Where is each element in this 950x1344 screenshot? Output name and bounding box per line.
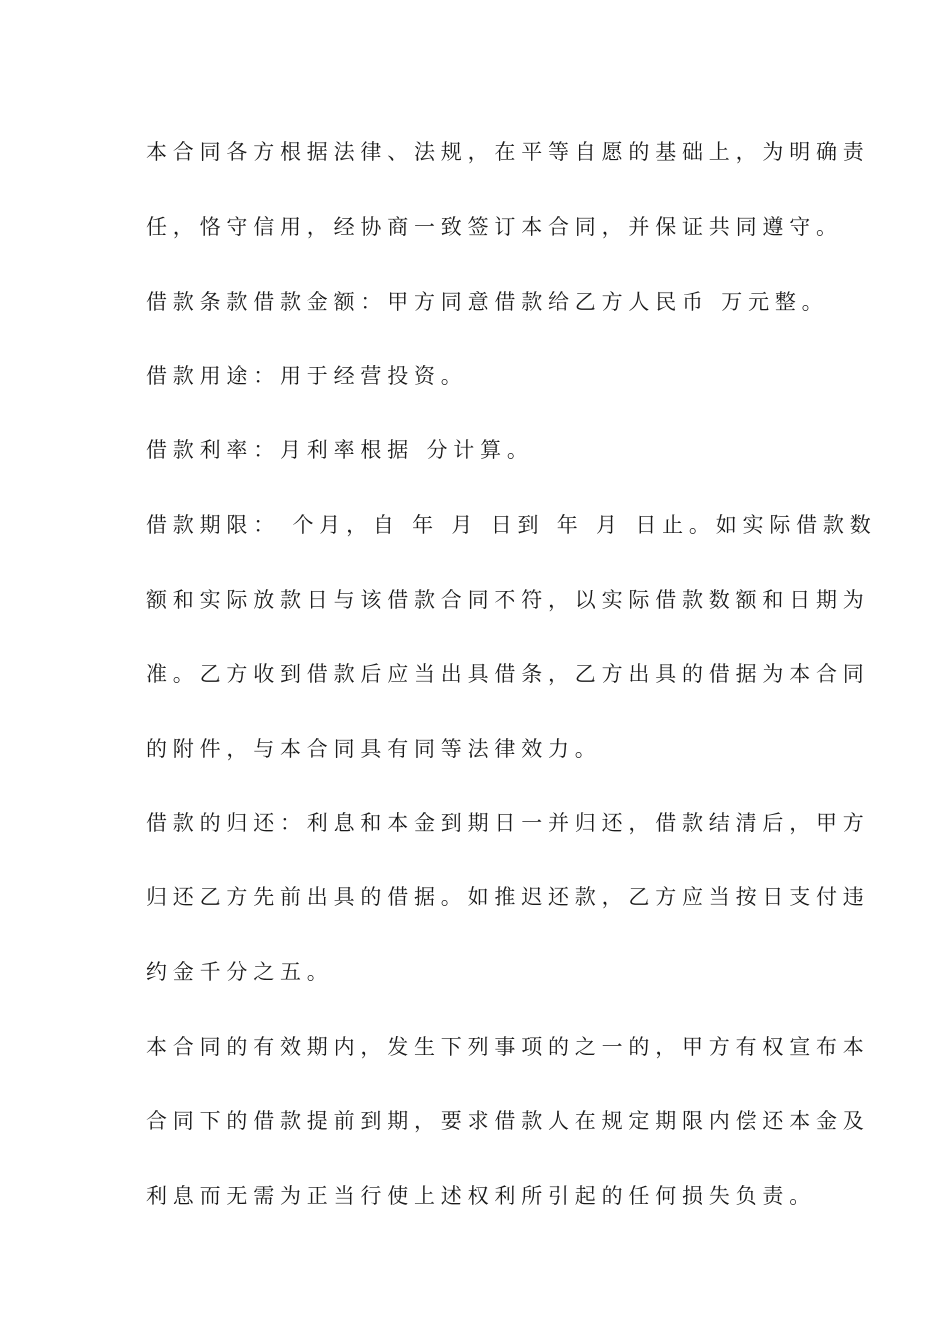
paragraph-line: 借款用途：用于经营投资。 bbox=[146, 364, 468, 388]
paragraph-line: 利息而无需为正当行使上述权利所引起的任何损失负责。 bbox=[146, 1184, 816, 1208]
paragraph-line: 借款利率：月利率根据 分计算。 bbox=[146, 438, 534, 462]
paragraph-line: 本合同各方根据法律、法规，在平等自愿的基础上，为明确责 bbox=[146, 140, 870, 164]
paragraph-line: 的附件，与本合同具有同等法律效力。 bbox=[146, 737, 602, 761]
paragraph-line: 额和实际放款日与该借款合同不符，以实际借款数额和日期为 bbox=[146, 588, 870, 612]
paragraph-line: 本合同的有效期内，发生下列事项的之一的，甲方有权宣布本 bbox=[146, 1035, 870, 1059]
paragraph-line: 借款的归还：利息和本金到期日一并归还，借款结清后，甲方 bbox=[146, 811, 870, 835]
paragraph-line: 借款条款借款金额：甲方同意借款给乙方人民币 万元整。 bbox=[146, 290, 829, 314]
paragraph-line: 合同下的借款提前到期，要求借款人在规定期限内偿还本金及 bbox=[146, 1109, 870, 1133]
paragraph-line: 准。乙方收到借款后应当出具借条，乙方出具的借据为本合同 bbox=[146, 662, 870, 686]
paragraph-line: 借款期限： 个月，自 年 月 日到 年 月 日止。如实际借款数 bbox=[146, 513, 877, 537]
paragraph-line: 约金千分之五。 bbox=[146, 960, 334, 984]
paragraph-line: 归还乙方先前出具的借据。如推迟还款，乙方应当按日支付违 bbox=[146, 885, 870, 909]
paragraph-line: 任，恪守信用，经协商一致签订本合同，并保证共同遵守。 bbox=[146, 215, 843, 239]
